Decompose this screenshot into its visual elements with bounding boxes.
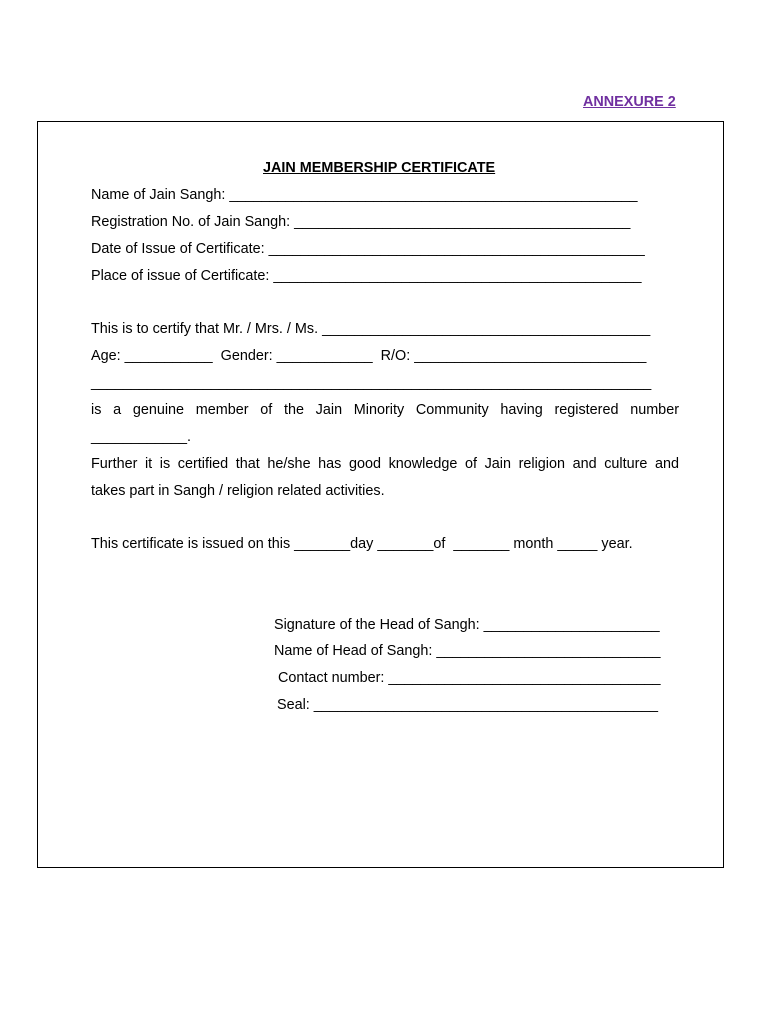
certificate-title: JAIN MEMBERSHIP CERTIFICATE <box>263 160 496 176</box>
sangh-activities-line: takes part in Sangh / religion related activities. <box>91 483 385 499</box>
address-line: ______________________________________________________________________ <box>91 375 652 391</box>
signature-field: Signature of the Head of Sangh: ______________________ <box>274 617 660 633</box>
genuine-member-line: is a genuine member of the Jain Minority Community having registered number <box>91 402 679 418</box>
sangh-name-field: Name of Jain Sangh: ___________________________________________________ <box>91 187 638 203</box>
contact-number-field: Contact number: __________________________________ <box>278 670 661 686</box>
issued-on-line: This certificate is issued on this _______day _______of _______ month _____ year. <box>91 536 633 552</box>
annexure-label: ANNEXURE 2 <box>583 94 676 110</box>
registration-field: Registration No. of Jain Sangh: __________________________________________ <box>91 214 631 230</box>
head-name-field: Name of Head of Sangh: ____________________________ <box>274 643 661 659</box>
seal-field: Seal: ___________________________________________ <box>277 697 658 713</box>
issue-place-field: Place of issue of Certificate: ______________________________________________ <box>91 268 642 284</box>
further-certified-line: Further it is certified that he/she has good knowledge of Jain religion and culture and <box>91 456 679 472</box>
issue-date-field: Date of Issue of Certificate: _______________________________________________ <box>91 241 645 257</box>
age-gender-line: Age: ___________ Gender: ____________ R/O: _____________________________ <box>91 348 647 364</box>
registered-number-blank: ____________. <box>91 429 192 445</box>
certify-line: This is to certify that Mr. / Mrs. / Ms. _________________________________________ <box>91 321 651 337</box>
